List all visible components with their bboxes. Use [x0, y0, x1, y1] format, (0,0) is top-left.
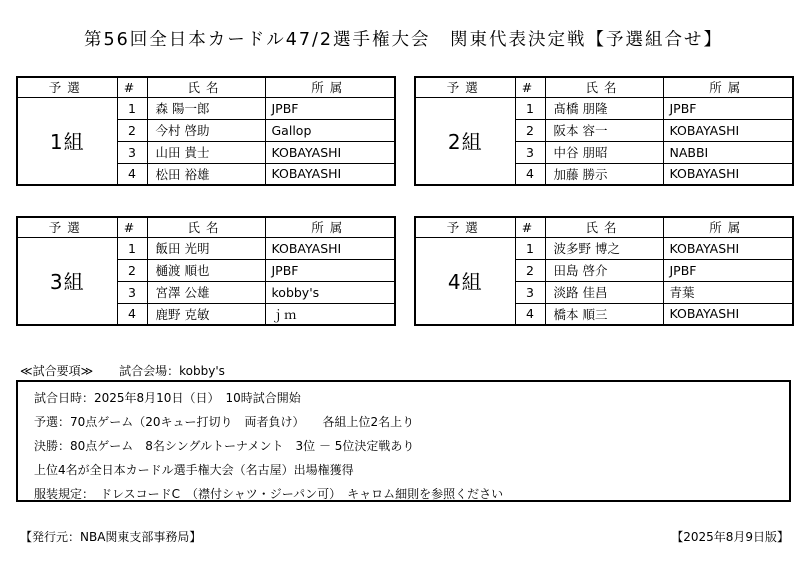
- group-table-4: [414, 216, 794, 326]
- group-table-header: [415, 217, 793, 237]
- player-number: 4: [515, 163, 545, 185]
- info-line-prelim: 予選：70点ゲーム（20キュー打切り 両者負け） 各組上位2名上り: [34, 415, 415, 429]
- player-number: 1: [117, 237, 147, 259]
- player-number: 2: [515, 119, 545, 141]
- info-line-dresscode: 服装規定： ドレスコードC （襟付シャツ・ジーパン可） キャロム細則を参照ください: [34, 487, 504, 501]
- player-affiliation: ｊｍ: [265, 303, 395, 325]
- info-line-datetime: 試合日時：2025年8月10日（日） 10時試合開始: [34, 391, 301, 405]
- player-name: 波多野 博之: [545, 237, 663, 259]
- header-num: #: [515, 217, 545, 237]
- header-affiliation: 所属: [663, 217, 793, 237]
- player-name: 淡路 佳昌: [545, 281, 663, 303]
- player-number: 3: [515, 281, 545, 303]
- group-table-2: [414, 76, 794, 186]
- table-row: [17, 237, 395, 259]
- player-number: 2: [515, 259, 545, 281]
- player-affiliation: JPBF: [265, 97, 395, 119]
- info-box: [16, 380, 791, 502]
- group-label: 3組: [17, 237, 117, 325]
- header-name: 氏名: [545, 217, 663, 237]
- table-row: [415, 237, 793, 259]
- group-table-3: [16, 216, 396, 326]
- player-affiliation: KOBAYASHI: [663, 303, 793, 325]
- player-name: 加藤 勝示: [545, 163, 663, 185]
- player-affiliation: Gallop: [265, 119, 395, 141]
- player-name: 松田 裕雄: [147, 163, 265, 185]
- player-name: 樋渡 順也: [147, 259, 265, 281]
- player-number: 1: [515, 237, 545, 259]
- venue-label: 試合会場：kobby's: [119, 364, 225, 378]
- player-number: 4: [117, 163, 147, 185]
- info-heading: ≪試合要項≫: [20, 364, 94, 378]
- header-group: 予選: [415, 217, 515, 237]
- player-name: 阪本 容一: [545, 119, 663, 141]
- player-number: 3: [117, 281, 147, 303]
- header-num: #: [117, 77, 147, 97]
- player-affiliation: KOBAYASHI: [663, 119, 793, 141]
- group-label: 4組: [415, 237, 515, 325]
- header-group: 予選: [17, 77, 117, 97]
- info-line-qualification: 上位4名が全日本カードル選手権大会（名古屋）出場権獲得: [34, 463, 354, 477]
- header-affiliation: 所属: [663, 77, 793, 97]
- player-number: 2: [117, 259, 147, 281]
- header-name: 氏名: [147, 217, 265, 237]
- info-line-final: 決勝：80点ゲーム 8名シングルトーナメント 3位 － 5位決定戦あり: [34, 439, 415, 453]
- group-table-header: [17, 77, 395, 97]
- player-affiliation: KOBAYASHI: [265, 141, 395, 163]
- edition-label: 【2025年8月9日版】: [671, 530, 789, 544]
- player-affiliation: 青葉: [663, 281, 793, 303]
- player-name: 飯田 光明: [147, 237, 265, 259]
- player-affiliation: KOBAYASHI: [663, 237, 793, 259]
- player-affiliation: KOBAYASHI: [265, 163, 395, 185]
- header-affiliation: 所属: [265, 217, 395, 237]
- header-group: 予選: [17, 217, 117, 237]
- player-affiliation: KOBAYASHI: [265, 237, 395, 259]
- header-num: #: [117, 217, 147, 237]
- header-num: #: [515, 77, 545, 97]
- info-heading-row: [20, 362, 225, 379]
- player-name: 中谷 朋昭: [545, 141, 663, 163]
- player-affiliation: JPBF: [265, 259, 395, 281]
- issuer-label: 【発行元：NBA関東支部事務局】: [20, 530, 202, 544]
- player-name: 宮澤 公雄: [147, 281, 265, 303]
- player-name: 森 陽一郎: [147, 97, 265, 119]
- player-number: 4: [117, 303, 147, 325]
- player-name: 鹿野 克敏: [147, 303, 265, 325]
- player-name: 髙橋 朋隆: [545, 97, 663, 119]
- group-table-1: [16, 76, 396, 186]
- player-name: 今村 啓助: [147, 119, 265, 141]
- player-name: 山田 貴士: [147, 141, 265, 163]
- player-affiliation: NABBI: [663, 141, 793, 163]
- player-number: 1: [515, 97, 545, 119]
- player-number: 3: [515, 141, 545, 163]
- player-number: 3: [117, 141, 147, 163]
- header-name: 氏名: [147, 77, 265, 97]
- player-name: 田島 啓介: [545, 259, 663, 281]
- table-row: [17, 97, 395, 119]
- player-number: 1: [117, 97, 147, 119]
- group-label: 2組: [415, 97, 515, 185]
- player-affiliation: KOBAYASHI: [663, 163, 793, 185]
- player-affiliation: JPBF: [663, 259, 793, 281]
- player-name: 橋本 順三: [545, 303, 663, 325]
- page-title: 第56回全日本カードル47/2選手権大会 関東代表決定戦【予選組合せ】: [83, 30, 724, 50]
- header-group: 予選: [415, 77, 515, 97]
- player-affiliation: kobby's: [265, 281, 395, 303]
- player-affiliation: JPBF: [663, 97, 793, 119]
- header-affiliation: 所属: [265, 77, 395, 97]
- group-label: 1組: [17, 97, 117, 185]
- group-table-header: [17, 217, 395, 237]
- table-row: [415, 97, 793, 119]
- player-number: 4: [515, 303, 545, 325]
- header-name: 氏名: [545, 77, 663, 97]
- group-table-header: [415, 77, 793, 97]
- player-number: 2: [117, 119, 147, 141]
